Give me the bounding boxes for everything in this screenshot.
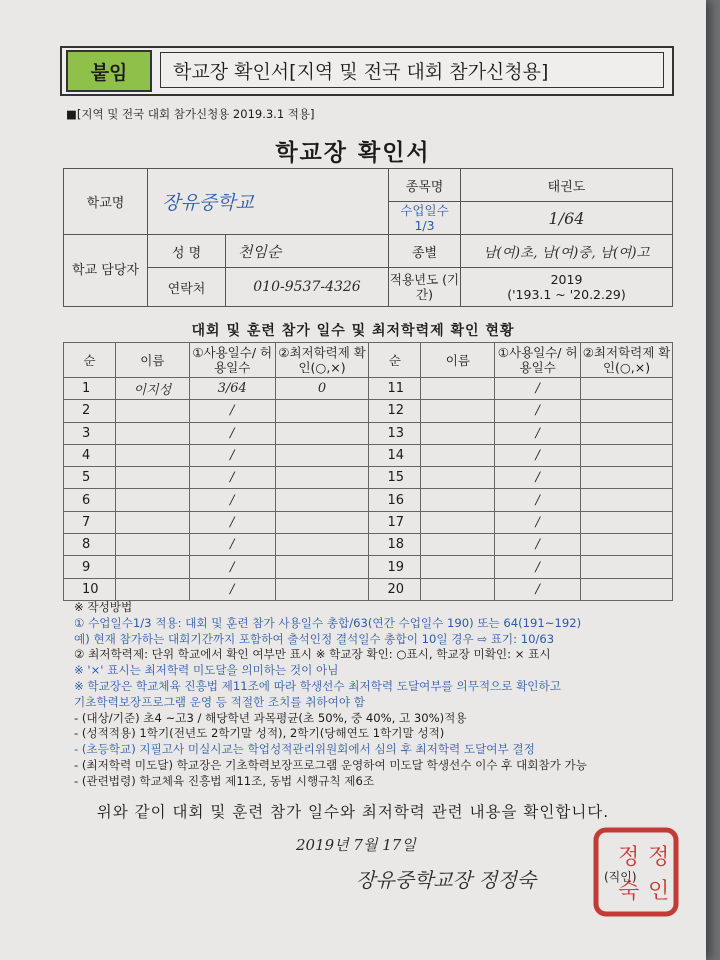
cell-name [421, 400, 495, 422]
principal-signature: 장유중학교장 정정숙 [356, 868, 537, 892]
cell-use: / [495, 556, 581, 578]
event-value: 태권도 [461, 169, 673, 202]
manager-name-value: 천임순 [226, 235, 389, 268]
cell-name [421, 467, 495, 489]
cell-min [581, 378, 673, 400]
note-line: 기초학력보장프로그램 운영 등 적절한 조치를 취하여야 함 [74, 694, 365, 709]
cell-min [581, 422, 673, 444]
col-header-no: 순 [369, 343, 421, 378]
manager-label: 학교 담당자 [64, 235, 148, 307]
cell-no: 11 [369, 378, 421, 400]
cell-no: 20 [369, 578, 421, 600]
cell-name [421, 511, 495, 533]
cell-min [275, 511, 369, 533]
seal-glyph: 숙 [618, 879, 640, 904]
cell-use: / [189, 422, 275, 444]
year-label: 적용년도 (기간) [389, 268, 461, 307]
table-row [64, 444, 673, 466]
table-row [64, 578, 673, 600]
cell-no: 19 [369, 556, 421, 578]
cell-name [115, 511, 189, 533]
cell-no: 18 [369, 534, 421, 556]
cell-no: 17 [369, 511, 421, 533]
cell-min [275, 444, 369, 466]
cell-name [421, 578, 495, 600]
cell-min [275, 556, 369, 578]
cell-min [275, 534, 369, 556]
cell-use: / [495, 534, 581, 556]
cell-min [581, 556, 673, 578]
note-line: 예) 현재 참가하는 대회기간까지 포함하여 출석인정 결석일수 총합이 10일 경우 ⇨ 표기: 10/63 [74, 631, 555, 646]
cell-name [421, 534, 495, 556]
applied-version-note: ■[지역 및 전국 대회 참가신청용 2019.3.1 적용] [66, 107, 315, 121]
cell-use: / [189, 578, 275, 600]
col-header-min: ②최저학력제 확인(○,×) [275, 343, 369, 378]
cell-min [581, 400, 673, 422]
participation-table [63, 342, 673, 601]
col-header-name: 이름 [421, 343, 495, 378]
cell-name [115, 556, 189, 578]
cell-use: / [189, 444, 275, 466]
cell-min [275, 578, 369, 600]
cell-use: / [495, 467, 581, 489]
table-row [64, 467, 673, 489]
cell-min [581, 489, 673, 511]
cell-use: / [189, 511, 275, 533]
cell-use: / [189, 556, 275, 578]
manager-name-label: 성 명 [148, 235, 226, 268]
cell-use: 3/64 [189, 378, 275, 400]
note-line: ※ '×' 표시는 최저학력 미도달을 의미하는 것이 아님 [74, 663, 339, 678]
cell-no: 1 [64, 378, 116, 400]
cell-min [581, 578, 673, 600]
cell-name [421, 444, 495, 466]
col-header-use: ①사용일수/ 허용일수 [189, 343, 275, 378]
note-line: ① 수업일수1/3 적용: 대회 및 훈련 참가 사용일수 총합/63(연간 수업일수 190) 또는 64(191~192) [74, 615, 582, 630]
cell-no: 7 [64, 511, 116, 533]
cell-no: 12 [369, 400, 421, 422]
table-row [64, 511, 673, 533]
cell-name [115, 467, 189, 489]
cell-no: 4 [64, 444, 116, 466]
col-header-no: 순 [64, 343, 116, 378]
table-row [64, 422, 673, 444]
confirmation-statement: 위와 같이 대회 및 훈련 참가 일수와 최저학력 관련 내용을 확인합니다. [96, 803, 610, 821]
table-header-row [64, 343, 673, 378]
cell-name [115, 534, 189, 556]
document-title: 학교장 확인서 [275, 140, 431, 166]
table-row [64, 378, 673, 400]
col-header-name: 이름 [115, 343, 189, 378]
seal-label: (직인) [604, 870, 637, 884]
note-line: - (최저학력 미도달) 학교장은 기초학력보장프로그램 운영하여 미도달 학생선수 이수 후 대회참가 가능 [74, 757, 587, 772]
seal-glyph: 정 [648, 845, 670, 870]
cell-min [581, 467, 673, 489]
note-line: ※ 학교장은 학교체육 진흥법 제11조에 따라 학생선수 최저학력 도달여부를 의무적으로 확인하고 [74, 678, 561, 693]
table-row [64, 556, 673, 578]
col-header-min: ②최저학력제 확인(○,×) [581, 343, 673, 378]
writing-instructions [74, 600, 674, 790]
cell-name: 이지성 [115, 378, 189, 400]
note-line: - (관련법령) 학교체육 진흥법 제11조, 동법 시행규칙 제6조 [74, 773, 375, 788]
note-line: ② 최저학력제: 단위 학교에서 확인 여부만 표시 ※ 학교장 확인: ○표시, 학교장 미확인: × 표시 [74, 647, 551, 662]
school-days-value: 1/64 [461, 202, 673, 235]
cell-use: / [495, 422, 581, 444]
cell-min [581, 444, 673, 466]
cell-use: / [495, 378, 581, 400]
note-line: - (대상/기준) 초4 ~고3 / 해당학년 과목평균(초 50%, 중 40%, 고 30%)적용 [74, 710, 467, 725]
school-info-table [63, 168, 673, 307]
cell-no: 14 [369, 444, 421, 466]
school-name-label: 학교명 [64, 169, 148, 235]
section-title: 대회 및 훈련 참가 일수 및 최저학력제 확인 현황 [191, 323, 515, 339]
cell-use: / [189, 400, 275, 422]
header-title: 학교장 확인서[지역 및 전국 대회 참가신청용] [160, 52, 664, 88]
cell-use: / [495, 511, 581, 533]
cell-use: / [189, 534, 275, 556]
cell-name [115, 444, 189, 466]
cell-min [275, 489, 369, 511]
cell-use: / [495, 578, 581, 600]
seal-glyph: 정 [618, 845, 640, 870]
cell-no: 8 [64, 534, 116, 556]
cell-no: 15 [369, 467, 421, 489]
cell-name [421, 422, 495, 444]
cell-no: 13 [369, 422, 421, 444]
cell-no: 6 [64, 489, 116, 511]
cell-min [581, 534, 673, 556]
year-cell [461, 268, 673, 307]
note-line: - (초등학교) 지필고사 미실시교는 학업성적관리위원회에서 심의 후 최저학력 도달여부 결정 [74, 742, 535, 757]
cell-min [275, 422, 369, 444]
seal-glyph: 인 [648, 879, 670, 904]
year-period: ('193.1 ~ '20.2.29) [507, 287, 626, 302]
cell-name [115, 400, 189, 422]
note-line: ※ 작성방법 [74, 600, 133, 614]
cell-no: 3 [64, 422, 116, 444]
cell-name [421, 489, 495, 511]
cell-min [581, 511, 673, 533]
attachment-tag: 붙임 [66, 50, 152, 92]
cell-use: / [495, 489, 581, 511]
cell-no: 9 [64, 556, 116, 578]
cell-no: 16 [369, 489, 421, 511]
manager-contact-value: 010-9537-4326 [226, 268, 389, 307]
table-row [64, 534, 673, 556]
category-value: 남(여)초, 남(여)중, 남(여)고 [461, 235, 673, 268]
cell-no: 2 [64, 400, 116, 422]
cell-name [115, 422, 189, 444]
cell-min: 0 [275, 378, 369, 400]
cell-no: 10 [64, 578, 116, 600]
cell-use: / [189, 467, 275, 489]
category-label: 종별 [389, 235, 461, 268]
school-days-label: 수업일수 1/3 [389, 202, 461, 235]
note-line: - (성적적용) 1학기(전년도 2학기말 성적), 2학기(당해연도 1학기말 성적) [74, 726, 445, 741]
year-value: 2019 [550, 272, 583, 287]
cell-use: / [495, 444, 581, 466]
school-name-value: 장유중학교 [148, 169, 389, 235]
cell-use: / [495, 400, 581, 422]
cell-no: 5 [64, 467, 116, 489]
table-row [64, 400, 673, 422]
cell-min [275, 467, 369, 489]
cell-name [421, 556, 495, 578]
cell-name [115, 489, 189, 511]
event-label: 종목명 [389, 169, 461, 202]
cell-min [275, 400, 369, 422]
signing-date: 2019년 7월 17일 [296, 836, 416, 854]
col-header-use: ①사용일수/ 허용일수 [495, 343, 581, 378]
table-row [64, 489, 673, 511]
cell-name [115, 578, 189, 600]
cell-use: / [189, 489, 275, 511]
cell-name [421, 378, 495, 400]
manager-contact-label: 연락처 [148, 268, 226, 307]
